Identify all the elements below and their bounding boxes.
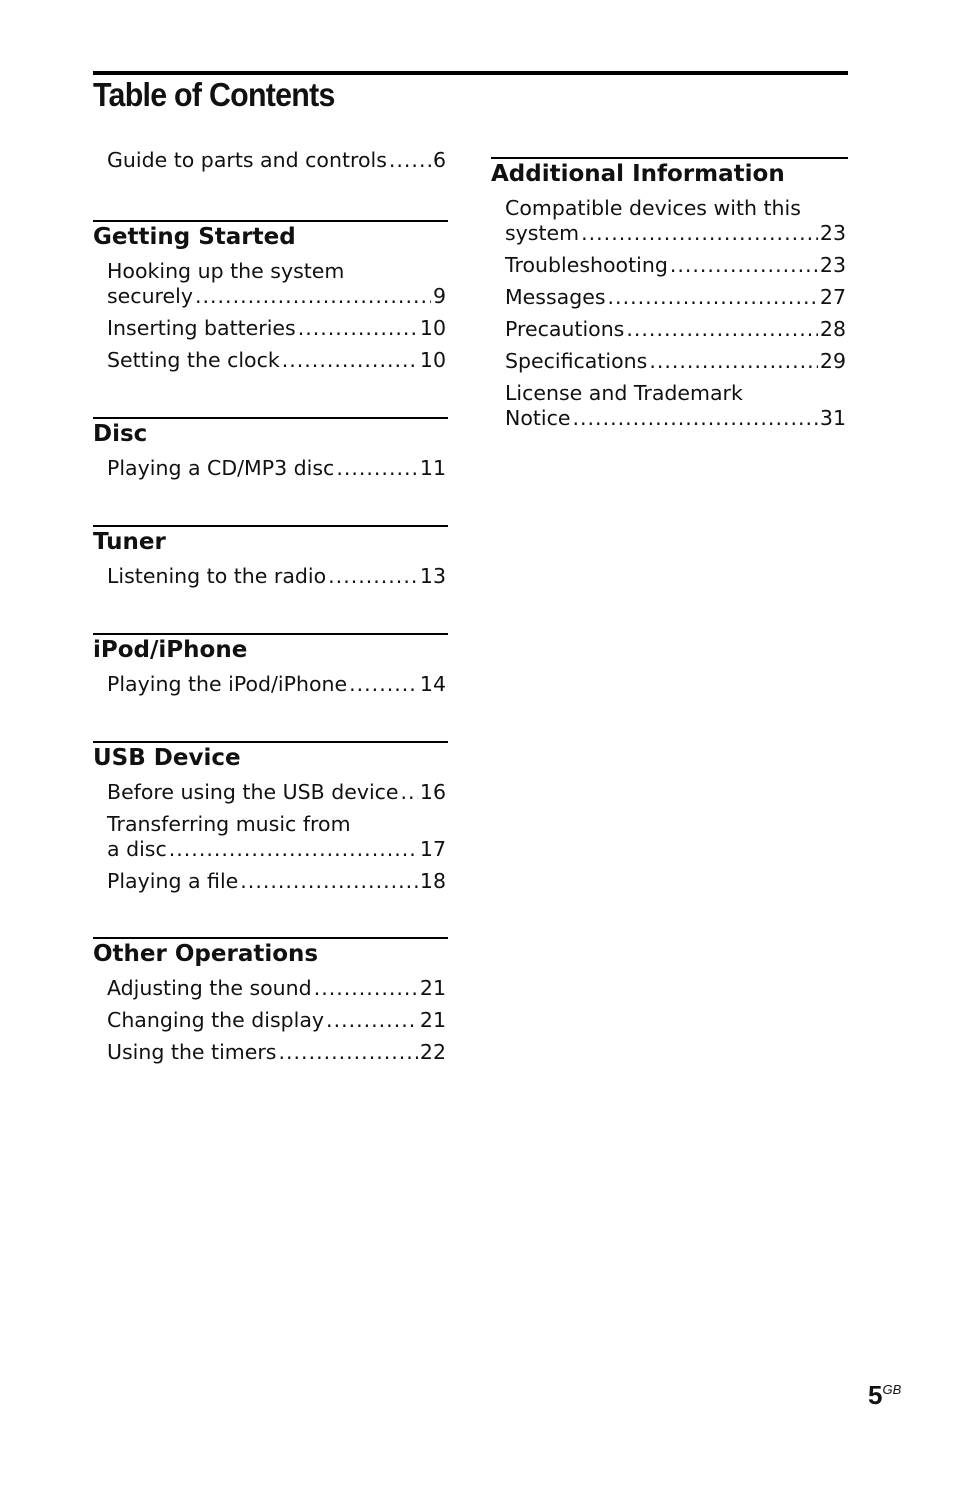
toc-entry-before-using-usb[interactable] [93, 780, 448, 805]
entry-title: Playing a file [107, 869, 239, 893]
entry-title: Inserting batteries [107, 316, 296, 340]
toc-entry-guide-to-parts[interactable] [93, 148, 448, 173]
toc-entry-hooking-up[interactable] [93, 259, 448, 309]
dot-leader [326, 1008, 418, 1033]
dot-leader [573, 406, 818, 431]
entry-title: Changing the display [107, 1008, 325, 1032]
toc-entry-inserting-batteries[interactable] [93, 316, 448, 341]
entry-title: Adjusting the sound [107, 976, 312, 1000]
toc-entry-compatible-devices[interactable] [491, 196, 848, 246]
toc-entry-playing-ipod[interactable] [93, 672, 448, 697]
entry-title: Using the timers [107, 1040, 277, 1064]
entry-page-number: 23 [819, 253, 846, 277]
entry-page-number: 10 [419, 348, 446, 372]
dot-leader [581, 221, 818, 246]
toc-entry-transferring-music[interactable] [93, 812, 448, 862]
entry-title-line1: License and Trademark [505, 381, 743, 405]
entry-page-number: 22 [419, 1040, 446, 1064]
entry-page-number: 10 [419, 316, 446, 340]
page-number [868, 1380, 901, 1411]
section-heading: iPod/iPhone [93, 637, 248, 663]
toc-entry-setting-clock[interactable] [93, 348, 448, 373]
page-title: Table of Contents [93, 76, 335, 113]
toc-entry-precautions[interactable] [491, 317, 848, 342]
entry-page-number: 21 [419, 976, 446, 1000]
entry-page-number: 11 [419, 456, 446, 480]
dot-leader [670, 253, 818, 278]
section-heading: Tuner [93, 529, 166, 555]
toc-entry-changing-display[interactable] [93, 1008, 448, 1033]
section-heading: Getting Started [93, 224, 296, 250]
toc-entry-playing-file[interactable] [93, 869, 448, 894]
section-getting-started [93, 220, 448, 380]
dot-leader [336, 456, 418, 481]
entry-title: Listening to the radio [107, 564, 327, 588]
entry-title: Playing a CD/MP3 disc [107, 456, 335, 480]
title-rule [93, 71, 848, 75]
toc-entry-messages[interactable] [491, 285, 848, 310]
entry-title: Specifications [505, 349, 648, 373]
page-number-value: 5 [868, 1380, 883, 1410]
toc-entry-troubleshooting[interactable] [491, 253, 848, 278]
dot-leader [649, 349, 818, 374]
page-number-suffix: GB [882, 1382, 902, 1397]
entry-title-line1: Transferring music from [107, 812, 351, 836]
entry-page-number: 9 [432, 284, 446, 308]
entry-title: system [505, 221, 580, 245]
dot-leader [608, 285, 818, 310]
dot-leader [314, 976, 418, 1001]
entry-page-number: 13 [419, 564, 446, 588]
toc-entry-license-trademark[interactable] [491, 381, 848, 431]
toc-entry-specifications[interactable] [491, 349, 848, 374]
toc-entry-playing-cd[interactable] [93, 456, 448, 481]
entry-page-number: 17 [419, 837, 446, 861]
section-disc [93, 417, 448, 488]
entry-title: Setting the clock [107, 348, 280, 372]
dot-leader [240, 869, 418, 894]
dot-leader [349, 672, 418, 697]
section-additional-information [491, 157, 848, 438]
entry-page-number: 31 [819, 406, 846, 430]
section-other-operations [93, 937, 448, 1072]
section-ipod [93, 633, 448, 704]
dot-leader [282, 348, 418, 373]
entry-page-number: 27 [819, 285, 846, 309]
entry-title-line1: Hooking up the system [107, 259, 345, 283]
entry-page-number: 18 [419, 869, 446, 893]
toc-entry-using-timers[interactable] [93, 1040, 448, 1065]
dot-leader [389, 148, 431, 173]
section-tuner [93, 525, 448, 596]
entry-title: Messages [505, 285, 606, 309]
entry-page-number: 28 [819, 317, 846, 341]
entry-title: Troubleshooting [505, 253, 668, 277]
toc-entry-listening-radio[interactable] [93, 564, 448, 589]
entry-title-line1: Compatible devices with this [505, 196, 801, 220]
dot-leader [328, 564, 418, 589]
dot-leader [195, 284, 431, 309]
entry-page-number: 21 [419, 1008, 446, 1032]
toc-intro [93, 148, 448, 180]
dot-leader [169, 837, 418, 862]
dot-leader [279, 1040, 418, 1065]
entry-title: securely [107, 284, 193, 308]
entry-page-number: 29 [819, 349, 846, 373]
toc-entry-adjusting-sound[interactable] [93, 976, 448, 1001]
dot-leader [626, 317, 818, 342]
entry-title: Playing the iPod/iPhone [107, 672, 348, 696]
entry-page-number: 16 [419, 780, 446, 804]
entry-page-number: 14 [419, 672, 446, 696]
dot-leader [298, 316, 418, 341]
entry-title: Notice [505, 406, 571, 430]
section-heading: Other Operations [93, 941, 319, 967]
dot-leader [401, 780, 418, 805]
entry-title: a disc [107, 837, 167, 861]
section-heading: USB Device [93, 745, 241, 771]
entry-title: Precautions [505, 317, 625, 341]
entry-title: Before using the USB device [107, 780, 399, 804]
entry-title: Guide to parts and controls [107, 148, 387, 172]
section-heading: Disc [93, 421, 148, 447]
section-usb-device [93, 741, 448, 901]
entry-page-number: 23 [819, 221, 846, 245]
section-heading: Additional Information [491, 161, 785, 187]
entry-page-number: 6 [432, 148, 446, 172]
